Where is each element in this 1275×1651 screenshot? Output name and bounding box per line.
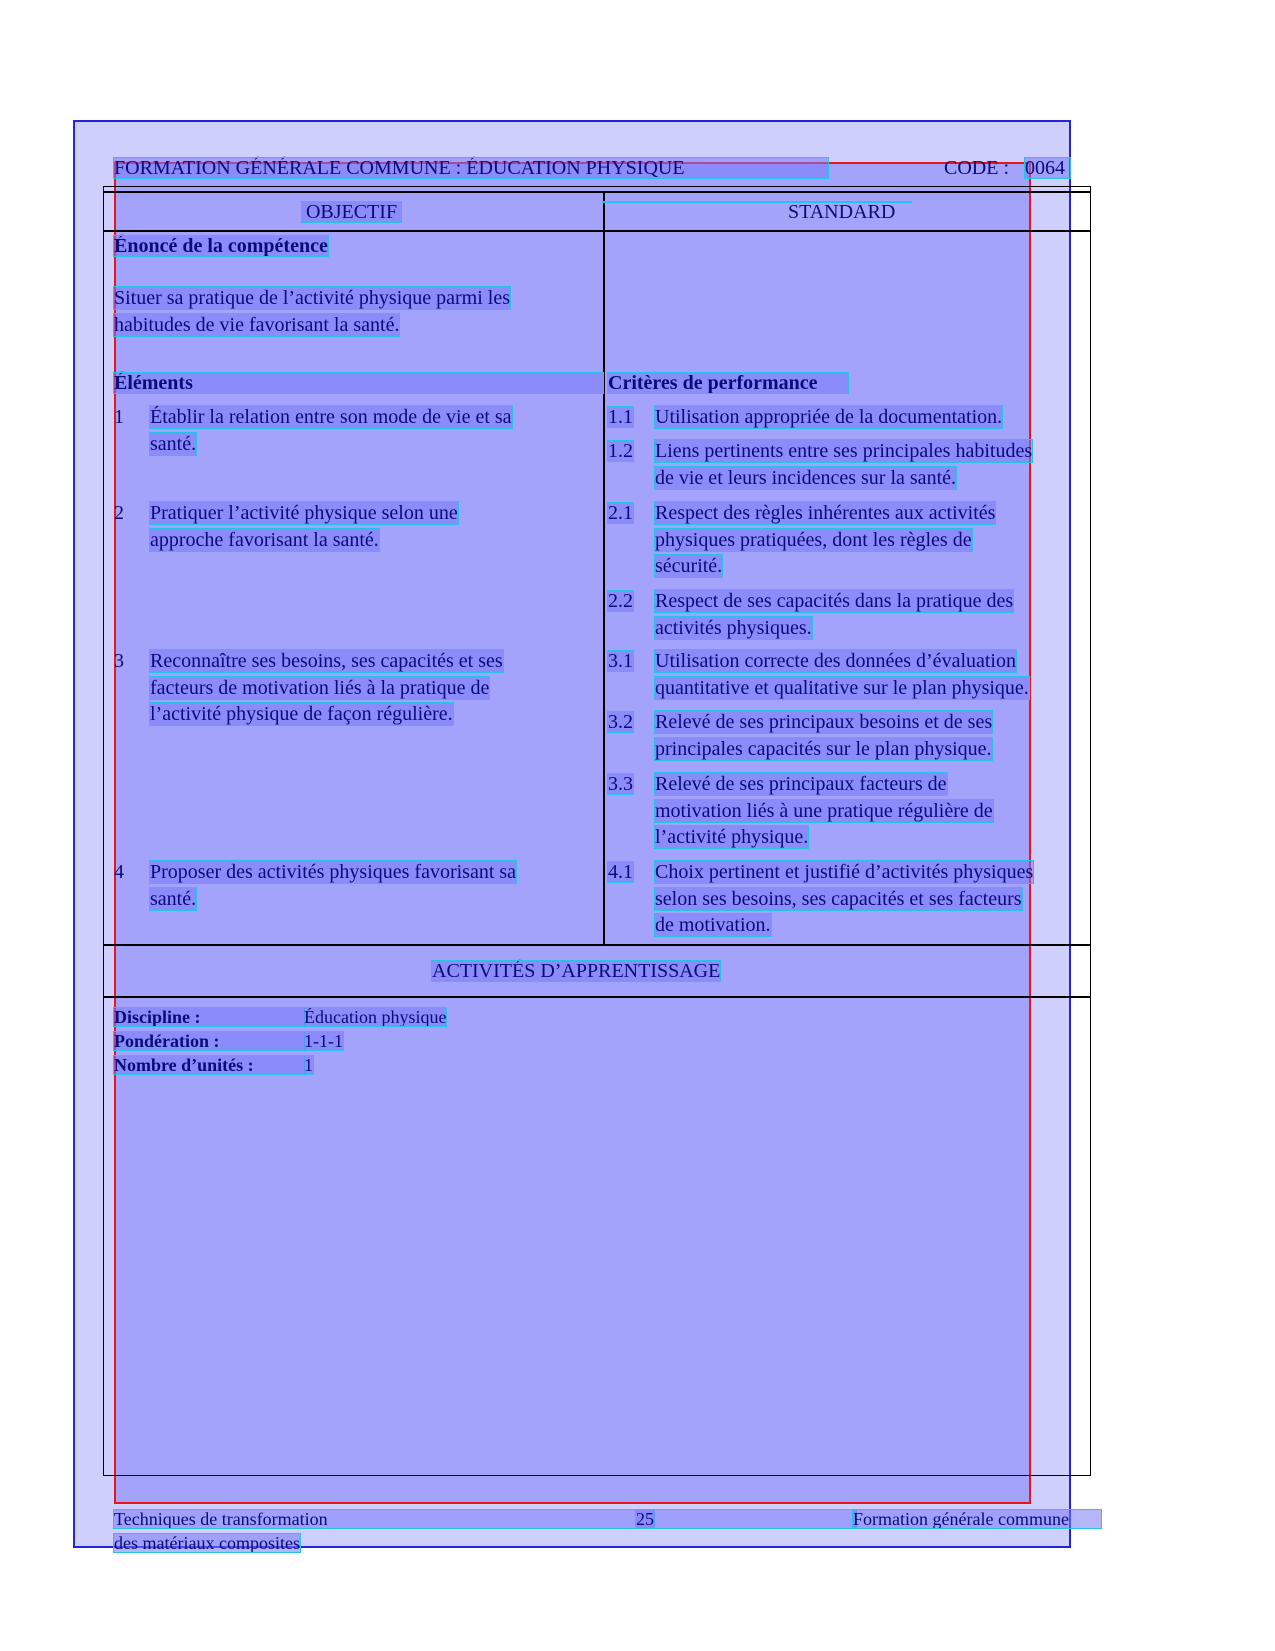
element-number: 4	[114, 861, 124, 883]
competence-line: habitudes de vie favorisant la santé.	[114, 313, 400, 336]
element-line: l’activité physique de façon régulière.	[150, 703, 453, 725]
activity-value: 1	[304, 1055, 313, 1075]
criterion-number: 2.1	[608, 502, 633, 524]
criterion-number: 3.3	[608, 773, 633, 795]
criterion-line: Respect de ses capacités dans la pratique des	[655, 590, 1014, 612]
footer-program-line: des matériaux composites	[114, 1533, 300, 1553]
criterion-line: sécurité.	[655, 555, 723, 577]
column-header-standard: STANDARD	[788, 201, 896, 223]
criterion-number: 3.2	[608, 711, 633, 733]
criterion-line: Choix pertinent et justifié d’activités physiques	[655, 861, 1034, 883]
header-top-double-rule	[103, 191, 1091, 193]
element-line: santé.	[150, 432, 197, 455]
document-title: FORMATION GÉNÉRALE COMMUNE : ÉDUCATION PHYSIQUE	[114, 158, 828, 178]
activity-label: Nombre d’unités :	[114, 1056, 304, 1074]
element-line: approche favorisant la santé.	[150, 528, 379, 551]
criterion-text	[655, 500, 995, 580]
activity-label: Discipline :	[114, 1008, 304, 1026]
criterion-line: de vie et leurs incidences sur la santé.	[655, 466, 956, 489]
criterion-line: Liens pertinents entre ses principales habitudes	[655, 440, 1033, 462]
criterion-number: 2.2	[608, 590, 633, 612]
code-label: CODE :	[944, 157, 1009, 179]
element-line: Reconnaître ses besoins, ses capacités et ses	[150, 650, 503, 672]
criterion-text	[655, 438, 1032, 491]
competence-statement	[114, 285, 564, 338]
competence-line: Situer sa pratique de l’activité physique parmi les	[114, 287, 510, 309]
footer-right-label: Formation générale commune	[853, 1510, 1101, 1528]
element-text	[150, 404, 512, 457]
criterion-line: de motivation.	[655, 914, 771, 936]
competence-heading: Énoncé de la compétence	[114, 235, 328, 257]
criterion-text	[655, 404, 1002, 431]
activity-value: Éducation physique	[304, 1007, 447, 1027]
criterion-line: physiques pratiquées, dont les règles de	[655, 528, 972, 551]
criterion-line: principales capacités sur le plan physique.	[655, 737, 992, 760]
element-text	[150, 648, 503, 728]
criterion-line: Respect des règles inhérentes aux activités	[655, 502, 996, 524]
criterion-number: 3.1	[608, 650, 633, 672]
code-value: 0064	[1025, 158, 1070, 178]
criterion-number: 1.1	[608, 406, 633, 428]
criterion-line: Utilisation correcte des données d’évaluation	[655, 650, 1016, 672]
criterion-line: Utilisation appropriée de la documentation.	[655, 406, 1003, 428]
element-text	[150, 500, 458, 553]
criterion-line: Relevé de ses principaux facteurs de	[655, 773, 947, 795]
criterion-text	[655, 648, 1029, 701]
criterion-text	[655, 859, 1033, 939]
element-line: santé.	[150, 887, 197, 910]
element-line: Proposer des activités physiques favorisant sa	[150, 861, 517, 883]
criterion-text	[655, 771, 993, 851]
activities-top-rule	[103, 944, 1091, 946]
activities-heading: ACTIVITÉS D’APPRENTISSAGE	[432, 960, 721, 982]
criterion-line: motivation liés à une pratique régulière de	[655, 799, 993, 822]
criteria-heading: Critères de performance	[608, 373, 848, 393]
criterion-line: quantitative et qualitative sur le plan physique.	[655, 676, 1029, 699]
footer-program-line: Techniques de transformation	[114, 1510, 654, 1528]
criterion-number: 1.2	[608, 440, 633, 462]
column-header-objectif: OBJECTIF	[302, 202, 401, 222]
elements-heading: Éléments	[114, 373, 603, 393]
criterion-line: Relevé de ses principaux besoins et de ses	[655, 711, 993, 733]
criterion-text	[655, 709, 992, 762]
element-line: Établir la relation entre son mode de vie et sa	[150, 406, 512, 428]
criterion-line: activités physiques.	[655, 616, 812, 639]
footer-page-number: 25	[636, 1510, 856, 1528]
criterion-text	[655, 588, 1013, 641]
criterion-line: selon ses besoins, ses capacités et ses facteurs	[655, 887, 1022, 910]
element-line: facteurs de motivation liés à la pratique de	[150, 676, 490, 699]
column-header-rule	[103, 230, 1091, 232]
criterion-number: 4.1	[608, 861, 633, 883]
element-text	[150, 859, 516, 912]
element-number: 3	[114, 650, 124, 672]
element-line: Pratiquer l’activité physique selon une	[150, 502, 458, 524]
activity-label: Pondération :	[114, 1032, 304, 1050]
activity-value: 1-1-1	[304, 1031, 343, 1051]
element-number: 1	[114, 406, 124, 428]
activities-bottom-rule	[103, 996, 1091, 998]
criterion-line: l’activité physique.	[655, 826, 809, 848]
column-divider	[603, 192, 605, 944]
element-number: 2	[114, 502, 124, 524]
